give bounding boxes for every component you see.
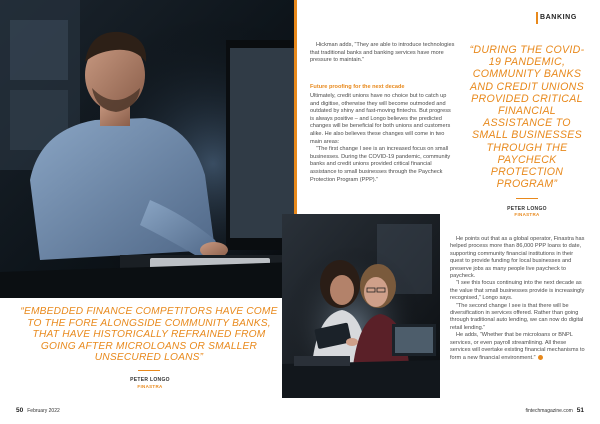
right-attribution-name: PETER LONGO: [507, 206, 547, 212]
two-women-laptop-photo: [282, 214, 440, 398]
intro-paragraph: [310, 42, 456, 65]
right-attribution-org: FINASTRA: [514, 212, 540, 217]
left-attribution-org: FINASTRA: [137, 384, 163, 389]
column-one-body: [310, 93, 456, 184]
left-attribution-name: PETER LONGO: [130, 377, 170, 383]
left-page-number: 50: [16, 407, 24, 414]
subheading-block: [310, 84, 456, 92]
subheading: Future proofing for the next decade: [310, 84, 405, 90]
end-mark-icon: [538, 355, 543, 360]
column-two-body: [450, 236, 588, 362]
right-page-number: 51: [576, 407, 584, 414]
body-paragraph-2: “The first change I see is an increased focus on small businesses. During the COVID-19 pandemic, community banks and credit unions provided critical financial assistance to small businesses through the Paycheck Protection Program (PPP).”: [310, 146, 451, 183]
body-paragraph-6: He adds, “Whether that be microloans or BNPL services, or even payroll streamlining. All these services will overtake existing financial mechanisms to form a new financial environment.”: [450, 332, 585, 361]
left-pull-quote: “EMBEDDED FINANCE COMPETITORS HAVE COME TO THE FORE ALONGSIDE COMMUNITY BANKS, THAT HAVE HISTORICALLY REFRAINED FROM GOING AFTER MICROLOANS OR SMALLER UNSECURED LOANS”: [20, 306, 278, 363]
right-quote-rule: [516, 198, 538, 199]
man-at-computer-photo: [0, 0, 296, 298]
section-tag-rule: [536, 12, 538, 24]
section-tag: BANKING: [540, 14, 577, 21]
body-paragraph-6-wrapper: [450, 332, 588, 362]
website: fintechmagazine.com: [525, 408, 573, 414]
right-folio: [526, 407, 584, 414]
body-paragraph-4: “I see this focus continuing into the next decade as the value that small businesses provide is increasingly recognised,” Longo says.: [450, 280, 585, 302]
body-paragraph-3: He points out that as a global operator, Finastra has helped process more than 86,000 PPP loans to date, supporting community financial institutions in their quest to provide funding for local businesses and preserve jobs as many people live paycheck to paycheck.: [450, 236, 585, 280]
left-quote-rule: [138, 370, 160, 371]
left-folio: [16, 407, 60, 414]
issue-date: February 2022: [27, 408, 60, 414]
right-pull-quote: “DURING THE COVID-19 PANDEMIC, COMMUNITY BANKS AND CREDIT UNIONS PROVIDED CRITICAL FINANCIAL ASSISTANCE TO SMALL BUSINESSES THROUGH THE PAYCHECK PROTECTION PROGRAM”: [469, 44, 585, 191]
intro-text: Hickman adds, “They are able to introduce technologies that traditional banks and banking services have more pressure to maintain.”: [310, 42, 455, 64]
body-paragraph-1: Ultimately, credit unions have no choice but to catch up and digitise, otherwise they will become outmoded and outdated by shiny and fast-moving fintechs. But progress is always positive – and Longo believes the predicted changes will be beneficial for both unions and customers alike. He also believes these changes will come in two main areas:: [310, 93, 451, 145]
body-paragraph-5: “The second change I see is that there will be diversification in services offered. Rather than going through traditional auto lending, we can now do digital retail lending.”: [450, 302, 584, 331]
